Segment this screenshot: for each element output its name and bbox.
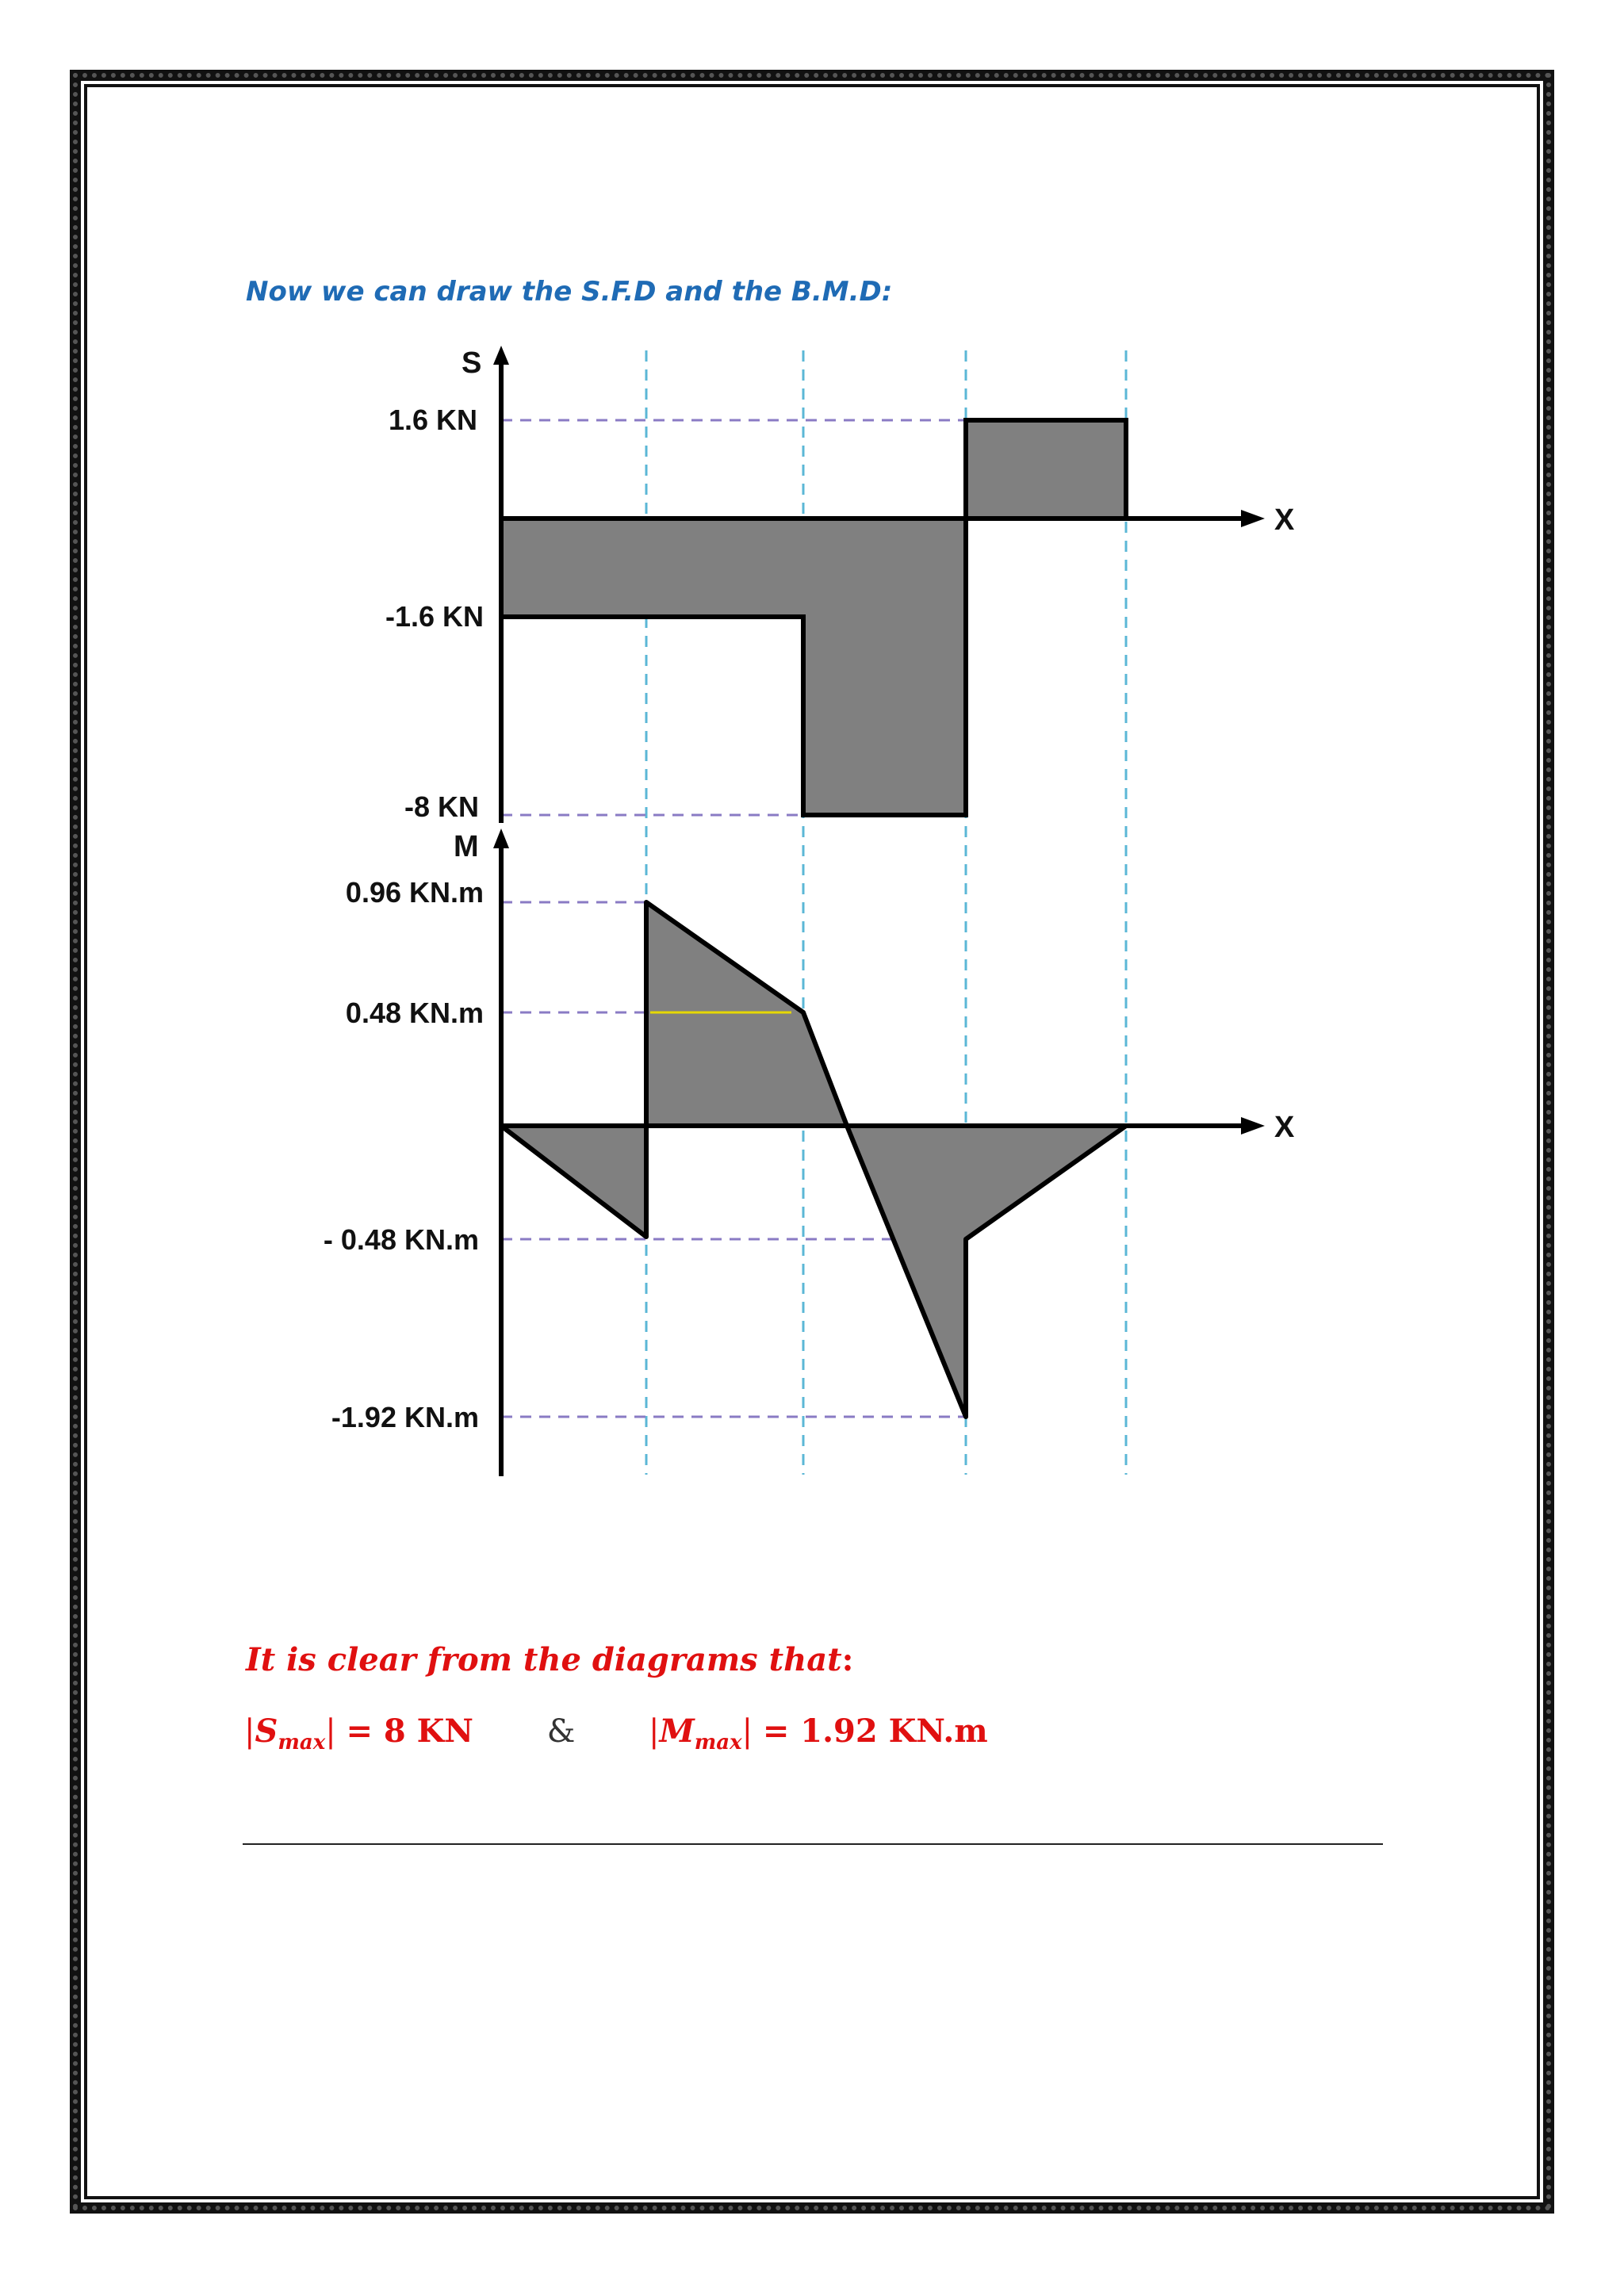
bmd-level-label: - 0.48 KN.m (323, 1223, 479, 1256)
bmd-x-axis-label: X (1274, 1111, 1295, 1144)
bmd-region-3 (847, 1126, 1126, 1417)
m-max-expression: $|M_{max}| = 1.92$ KN.m (649, 1712, 988, 1755)
sfd-positive-fill (968, 423, 1124, 516)
bmd-region-1 (501, 1126, 646, 1237)
conclusion-text (246, 1641, 853, 1678)
bmd-level-label: 0.96 KN.m (345, 876, 484, 909)
sfd-y-arrow (493, 346, 509, 365)
sfd-bmd-diagram (293, 341, 1332, 1506)
bmd-y-axis-label: M (454, 830, 479, 863)
sfd-level-label: 1.6 KN (388, 404, 477, 436)
ampersand: & (546, 1713, 576, 1750)
bmd-x-arrow (1241, 1117, 1265, 1135)
sfd-negative-region (501, 519, 966, 815)
bmd-region-2 (646, 902, 847, 1126)
conclusion-colon: : (841, 1641, 854, 1678)
bmd-level-label: -1.92 KN.m (331, 1401, 479, 1433)
s-max-expression: $|S_{max}| = 8$ KN (244, 1712, 473, 1755)
sfd-x-arrow (1241, 510, 1265, 527)
horizontal-rule (243, 1843, 1383, 1845)
sfd-y-axis-label: S (462, 346, 482, 380)
results-line (244, 1712, 988, 1755)
sfd-x-axis-label: X (1274, 503, 1295, 537)
bmd-level-label: 0.48 KN.m (345, 997, 484, 1029)
conclusion-sentence: It is clear from the diagrams that (246, 1641, 842, 1678)
sfd-level-label: -1.6 KN (385, 600, 484, 633)
intro-text: Now we can draw the S.F.D and the B.M.D: (246, 276, 893, 308)
bmd-y-arrow (493, 828, 509, 848)
sfd-level-label: -8 KN (404, 790, 479, 823)
